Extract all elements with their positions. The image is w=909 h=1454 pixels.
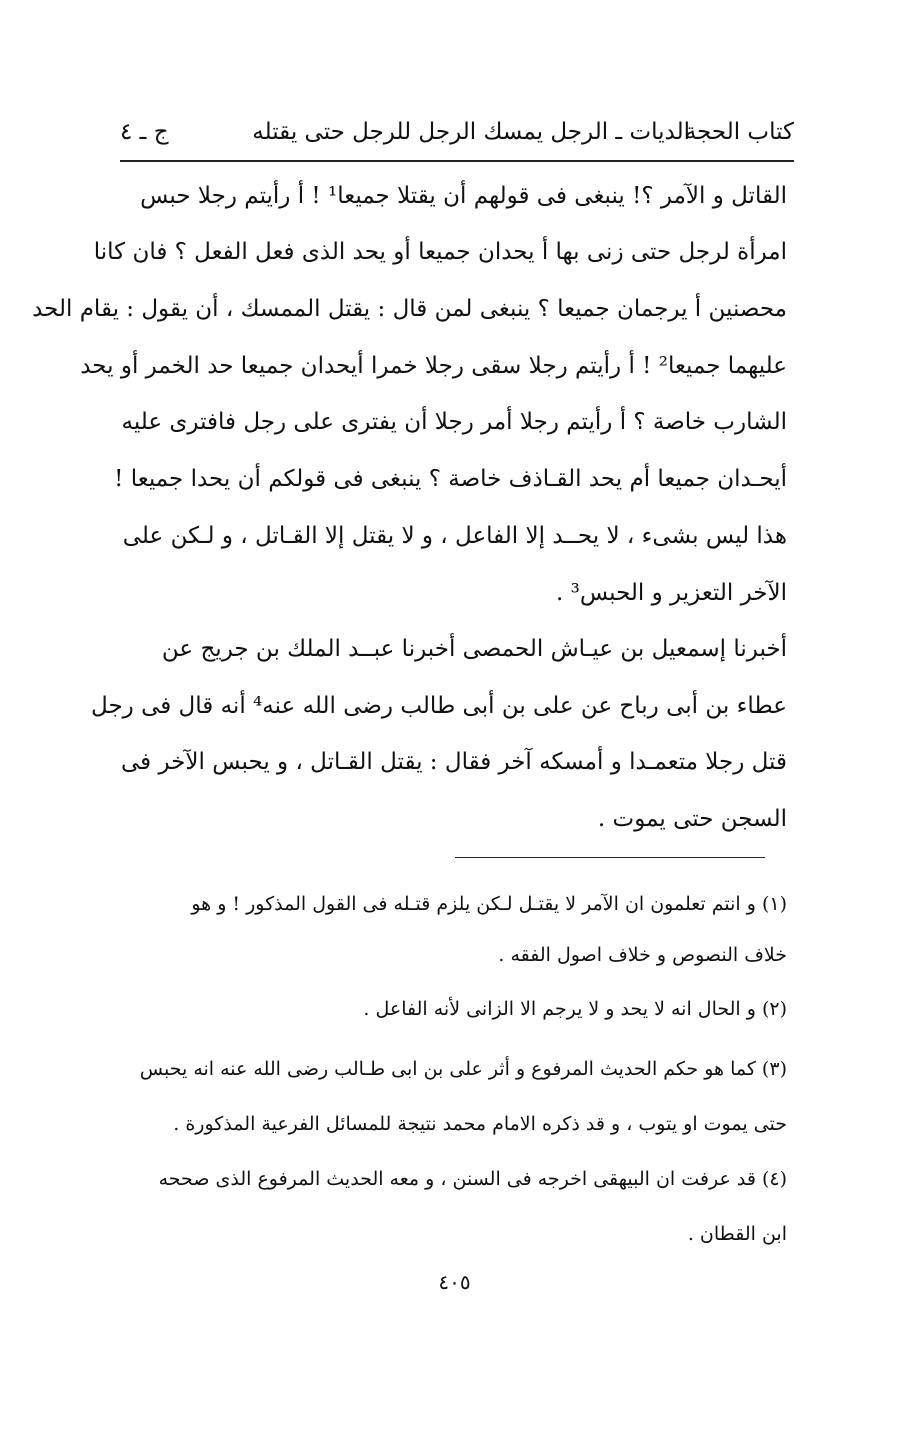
footnote-line: حتى يموت او يتوب ، و قد ذكره الامام محمد نتيجة للمسائل الفرعية المذكورة . [173, 1113, 787, 1135]
page-number: ٤٠٥ [438, 1270, 471, 1294]
text-line: عليهما جميعا² ! أ رأيتم رجلا سقى رجلا خمرا أيحدان جميعا حد الخمر أو يحد [80, 353, 787, 379]
text-line: السجن حتى يموت . [597, 806, 787, 832]
chapter-title: الديات ـ الرجل يمسك الرجل للرجل حتى يقتله [252, 119, 690, 145]
footnote-line: (٤) قد عرفت ان البيهقى اخرجه فى السنن ، و معه الحديث المرفوع الذى صححه [158, 1168, 787, 1190]
footnote-line: (١) و انتم تعلمون ان الآمر لا يقتـل لـكن يلزم قتـله فى القول المذكور ! و هو [191, 893, 787, 915]
text-line: الآخر التعزير و الحبس³ . [555, 580, 787, 606]
text-line: أخبرنا إسمعيل بن عيـاش الحمصى أخبرنا عبــد الملك بن جريج عن [161, 636, 787, 662]
volume-number: ج ـ ٤ [120, 119, 169, 145]
running-header [120, 112, 794, 152]
text-line: امرأة لرجل حتى زنى بها أ يحدان جميعا أو يحد الذى فعل الفعل ؟ فان كانا [93, 239, 787, 265]
book-title: كتاب الحجة [684, 119, 794, 145]
footnote-separator [455, 857, 765, 858]
text-line: هذا ليس بشىء ، لا يحــد إلا الفاعل ، و لا يقتل إلا القـاتل ، و لـكن على [122, 523, 787, 549]
footnote-line: (٣) كما هو حكم الحديث المرفوع و أثر على بن ابى طـالب رضى الله عنه انه يحبس [139, 1058, 787, 1080]
footnote-line: خلاف النصوص و خلاف اصول الفقه . [498, 944, 787, 966]
text-line: أيحـدان جميعا أم يحد القـاذف خاصة ؟ ينبغى فى قولكم أن يحدا جميعا ! [114, 466, 787, 492]
text-line: محصنين أ يرجمان جميعا ؟ ينبغى لمن قال : يقتل الممسك ، أن يقول : يقام الحد [32, 296, 787, 322]
footnote-line: ابن القطان . [687, 1223, 787, 1245]
text-line: قتل رجلا متعمـدا و أمسكه آخر فقال : يقتل القـاتل ، و يحبس الآخر فى [121, 749, 787, 775]
text-line: القاتل و الآمر ؟! ينبغى فى قولهم أن يقتلا جميعا¹ ! أ رأيتم رجلا حبس [140, 183, 787, 209]
header-rule [120, 160, 794, 162]
footnote-line: (٢) و الحال انه لا يحد و لا يرجم الا الزانى لأنه الفاعل . [363, 998, 787, 1020]
text-line: عطاء بن أبى رباح عن على بن أبى طالب رضى الله عنه⁴ أنه قال فى رجل [91, 693, 787, 719]
text-line: الشارب خاصة ؟ أ رأيتم رجلا أمر رجلا أن يفترى على رجل فافترى عليه [121, 409, 787, 435]
